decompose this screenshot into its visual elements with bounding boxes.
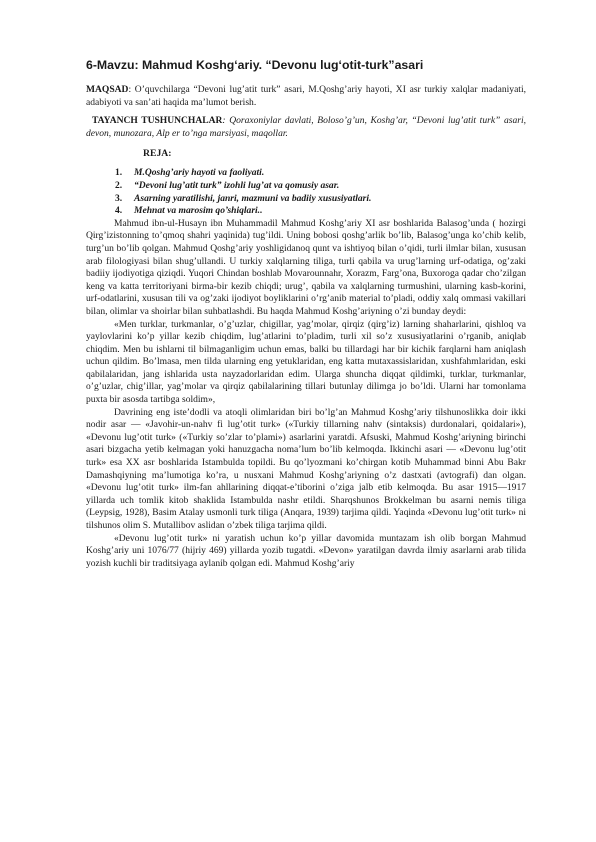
document-page xyxy=(86,58,526,570)
plan-item xyxy=(86,205,526,218)
aim-paragraph xyxy=(86,84,526,109)
keywords-paragraph xyxy=(86,115,526,140)
plan-item xyxy=(86,167,526,180)
plan-list xyxy=(86,167,526,217)
body-paragraph: «Men turklar, turkmanlar, o’g’uzlar, chigillar, yag’molar, qirqiz (qirg’iz) larning shaharlarini, qishloq va yaylovlarini ko’p yillar kezib chiqdim, lug’atlarini to’pladim, turli xil so’z xususiyatlarini o’rganib, aniqlab chiqdim. Men bu ishlarni til bilmaganligim uchun emas, balki bu tillardagi har bir kichik farqlarni ham aniqlash uchun qildim. Bo’lmasa, men tilda ularning eng yetuklaridan, eng katta mutaxassislaridan, xushfahmlaridan, eski qabilalaridan, jang ishlarida usta nayzadorlaridan edim. Ularga shuncha diqqat qildimki, turklar, turkmanlar, o’g’uzlar, chig’illar, yag’molar va qirqiz qabilalarining tillari butunlay dilimga jo bo’ldi. Ularni har tomonlama puxta bir asosda tartibga soldim», xyxy=(86,318,526,406)
plan-item-text: Mehnat va marosim qo’shiqlari.. xyxy=(134,205,263,217)
plan-item xyxy=(86,180,526,193)
plan-item-text: Asarning yaratilishi, janri, mazmuni va badiiy xususiyatlari. xyxy=(134,192,372,204)
aim-label: MAQSAD xyxy=(86,84,129,95)
plan-item xyxy=(86,193,526,206)
keywords-label: TAYANCH TUSHUNCHALAR xyxy=(92,115,223,127)
page-title: 6-Mavzu: Mahmud Koshg‘ariy. “Devonu lug‘otit-turk”asari xyxy=(86,58,424,72)
plan-item-number: 4. xyxy=(115,205,123,217)
aim-text: : O’quvchilarga “Devoni lug’atit turk” asari, M.Qoshg’ariy hayoti, XI asr turkiy xalqlar madaniyati, adabiyoti va san’ati haqida ma’lumot berish. xyxy=(86,84,526,108)
body-text xyxy=(86,218,526,571)
plan-item-text: “Devoni lug’atit turk” izohli lug’at va qomusiy asar. xyxy=(134,179,340,191)
body-paragraph: Mahmud ibn-ul-Husayn ibn Muhammadil Mahmud Koshg’ariy XI asr boshlarida Balasog’unda ( hozirgi Qirg’izistonning to’qmoq shahri yaqinida) tug’ildi. Uning bobosi qoshg’arlik bo’lib, Balasog’unga ko’chib kelib, turg’un bo’lib qolgan. Mahmud Qoshg’ariy yoshligidanoq qunt va ishtiyoq bilan o’qidi, turli ilmlar bilan, xususan arab filologiyasi bilan shug’ullandi. U turkiy xalqlarning tiliga, turli qabila va urug’larning urf-odatiga, og’zaki badiiy ijodiyotiga qiziqdi. Yuqori Chindan boshlab Movarounnahr, Xorazm, Farg’ona, Buxoroga qadar cho’zilgan keng va katta territoriyani birma-bir kezib chiqdi; urug’, qabila va xalqlarning turmushini, ularning kasb-korini, urf-odatlarini, xususan tili va og’zaki ijodiyot boyliklarini o’rg’anib material to’pladi, oddiy xalq ommasi vakillari bilan, olimlar va shoirlar bilan suhbatlashdi. Bu haqda Mahmud Koshg’ariyning o’zi bunday deydi: xyxy=(86,217,526,317)
plan-item-number: 1. xyxy=(115,167,123,179)
body-paragraph: Davrining eng iste’dodli va atoqli olimlaridan biri bo’lg’an Mahmud Koshg’ariy tilshunoslikka doir ikki nodir asar — «Javohir-un-nahv fi lug’otit turk» («Turkiy tillarning nahv (sintaksis) durdonalari, qoidalari»), «Devonu lug’otit turk» («Turkiy so’zlar to’plami») asarlarini yaratdi. Afsuski, Mahmud Koshg’ariyning birinchi asari bizgacha yetib kelmagan yoki hanuzgacha noma’lum bo’lib kelmoqda. Ikkinchi asari — «Devonu lug’otit turk» esa XX asr boshlarida Istambulda topildi. Bu qo’lyozmani ko’chirgan kotib Muhammad binni Abu Bakr Damashqiyning ma’lumotiga ko’ra, u nusxani Mahmud Koshg’ariyning o’z dastxati (avtografi) dan olgan. «Devonu lug’otit turk» ilm-fan ahllarining diqqat-e’tiborini o’ziga jalb etib kelmoqda. Bu asar 1915—1917 yillarda uch tomlik kitob shaklida Istambulda nashr etildi. Sharqshunos Brokkelman bu asarni nemis tiliga (Leypsig, 1928), Basim Atalay usmonli turk tiliga (Anqara, 1939) tarjima qildi. Yaqinda «Devonu lug’otit turk» ni tilshunos olim S. Mutallibov aslidan o’zbek tiliga tarjima qildi. xyxy=(86,406,526,531)
plan-item-number: 2. xyxy=(115,179,123,191)
plan-item-text: M.Qoshg’ariy hayoti va faoliyati. xyxy=(134,167,265,179)
body-paragraph: «Devonu lug’otit turk» ni yaratish uchun ko’p yillar davomida muntazam ish olib borgan Mahmud Koshg’ariy uni 1076/77 (hijriy 469) yillarda yozib tugatdi. «Devon» yaratilgan davrda ilmiy asarlarni arab tilida yozish kuchli bir traditsiyaga aylanib qolgan edi. Mahmud Koshg’ariy xyxy=(86,532,526,569)
keywords-text: : Qoraxoniylar davlati, Boloso’g’un, Koshg’ar, “Devoni lug’atit turk” asari, devon, munozara, Alp er to’nga marsiyasi, maqollar. xyxy=(86,115,526,139)
plan-heading: REJA: xyxy=(143,148,172,160)
plan-item-number: 3. xyxy=(115,192,123,204)
